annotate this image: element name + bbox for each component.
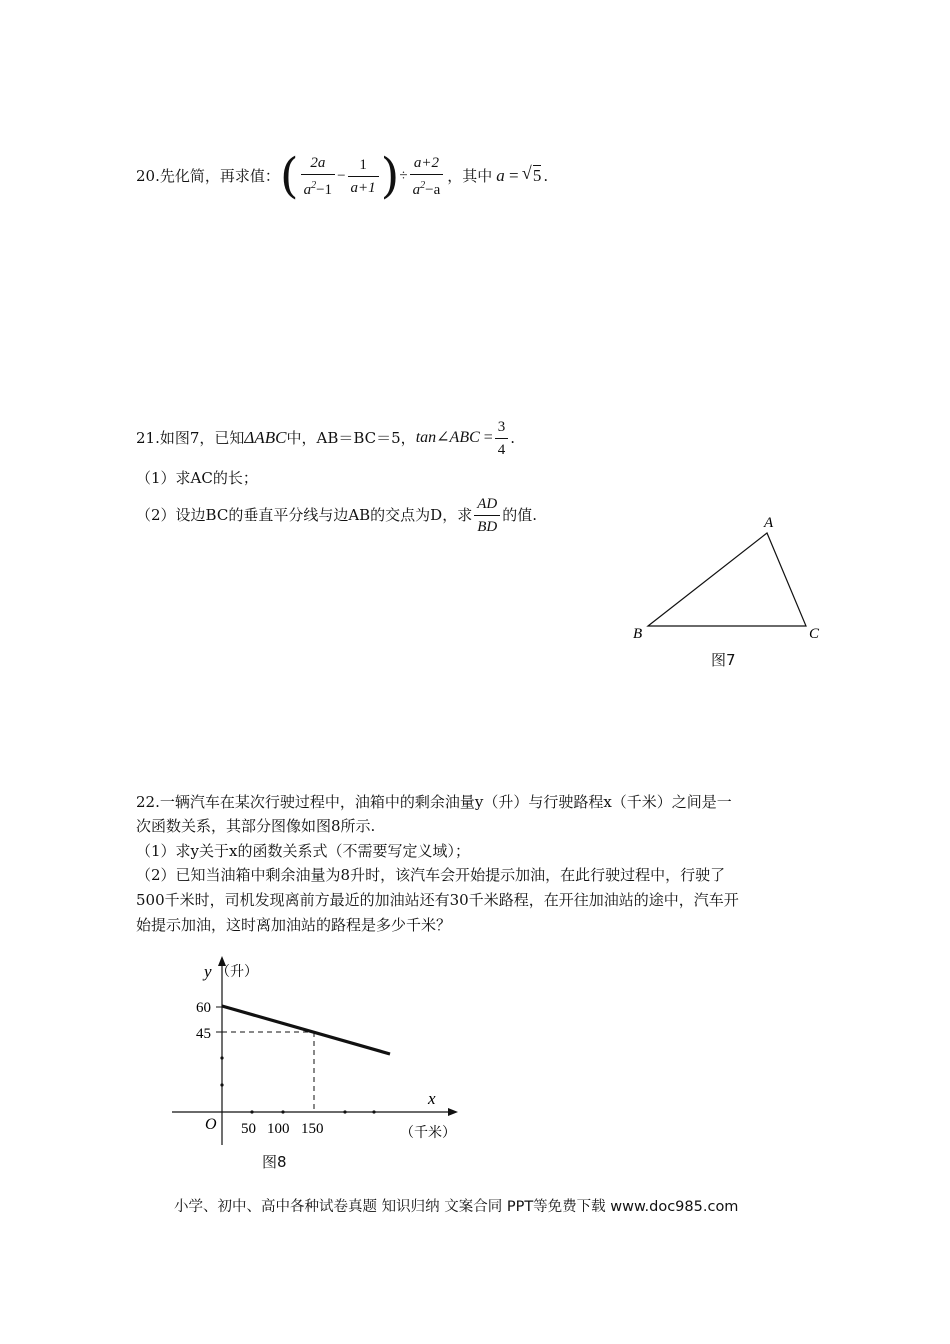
q20-num3: a+2 — [410, 152, 444, 175]
x-axis-dot — [281, 1110, 284, 1113]
q20-left-paren: ( — [279, 148, 299, 204]
x-tick-50: 50 — [241, 1121, 256, 1137]
label-b: B — [633, 626, 643, 642]
x-axis-dot — [343, 1110, 346, 1113]
question-21 — [136, 413, 515, 463]
figure-8-graph — [160, 950, 470, 1150]
q21-triangle: ΔABC — [244, 428, 287, 447]
q22-line-1: 22.一辆汽车在某次行驶过程中，油箱中的剩余油量y（升）与行驶路程x（千米）之间是一 — [136, 793, 732, 811]
q20-tail: ，其中 — [447, 167, 493, 185]
q20-lead: 20.先化简，再求值： — [136, 167, 280, 185]
q21-part-2: （2）设边BC的垂直平分线与边AB的交点为D，求 $\frac{AD}{BD}$ 的值. — [136, 490, 537, 540]
q21-tan-fraction: $\frac{3}{4}$ — [495, 416, 509, 461]
q22-line-5: 500千米时，司机发现离前方最近的加油站还有30千米路程，在开往加油站的途中，汽车开 — [136, 891, 739, 909]
q20-right-paren: ) — [380, 148, 400, 204]
q20-fraction-2 — [348, 154, 379, 199]
q22-line-6: 始提示加油，这时离加油站的路程是多少千米？ — [136, 916, 452, 934]
q20-fraction-1 — [301, 152, 335, 201]
q21-end: . — [510, 429, 516, 447]
q20-end: . — [543, 167, 549, 185]
y-axis-label: y — [204, 962, 212, 981]
question-20 — [136, 146, 548, 206]
q22-line-2: 次函数关系，其部分图像如图8所示. — [136, 817, 376, 835]
x-axis-unit: （千米） — [400, 1125, 456, 1141]
q21-ratio-fraction: $\frac{AD}{BD}$ — [474, 493, 500, 538]
q20-fraction-3 — [410, 152, 444, 201]
q20-num1: 2a — [301, 152, 335, 175]
y-tick-60: 60 — [196, 1000, 211, 1016]
x-axis-dot — [372, 1110, 375, 1113]
q20-den1: $a^2-1$ — [303, 179, 333, 198]
x-tick-100: 100 — [267, 1121, 290, 1137]
y-axis-dot — [220, 1083, 223, 1086]
q20-den3: $a^2-a$ — [412, 179, 441, 198]
x-tick-150: 150 — [301, 1121, 324, 1137]
sqrt-icon: √ 5 — [521, 163, 542, 185]
q21-lead: 21.如图7，已知 — [136, 429, 245, 447]
label-a: A — [764, 515, 774, 531]
q21-part-1: （1）求AC的长； — [136, 469, 258, 487]
q20-den2: a+1 — [350, 179, 376, 196]
x-axis-label: x — [428, 1089, 436, 1108]
q22-line-4: （2）已知当油箱中剩余油量为8升时，该汽车会开始提示加油，在此行驶过程中，行驶了 — [136, 866, 726, 884]
function-line — [222, 1006, 390, 1054]
triangle-abc — [648, 533, 806, 626]
y-axis-unit: （升） — [216, 964, 258, 980]
figure-8-caption: 图8 — [262, 1153, 287, 1171]
q20-divide: ÷ — [399, 168, 408, 184]
label-c: C — [809, 626, 820, 642]
x-axis-arrow-icon — [448, 1108, 458, 1116]
origin-label: O — [205, 1116, 217, 1133]
y-tick-45: 45 — [196, 1026, 211, 1042]
x-axis-dot — [250, 1110, 253, 1113]
q22-line-3: （1）求y关于x的函数关系式（不需要写定义域）； — [136, 842, 470, 860]
page-footer: 小学、初中、高中各种试卷真题 知识归纳 文案合同 PPT等免费下载 www.doc985.com — [174, 1199, 739, 1215]
q20-num2: 1 — [348, 154, 379, 177]
q21-mid: 中，AB＝BC＝5， — [286, 429, 416, 447]
q21-tan: tan∠ABC = — [415, 429, 493, 446]
y-axis-dot — [220, 1056, 223, 1059]
q20-minus: − — [337, 168, 346, 184]
figure-7-caption: 图7 — [711, 651, 736, 669]
q20-condition: a = √ 5 — [496, 163, 542, 185]
